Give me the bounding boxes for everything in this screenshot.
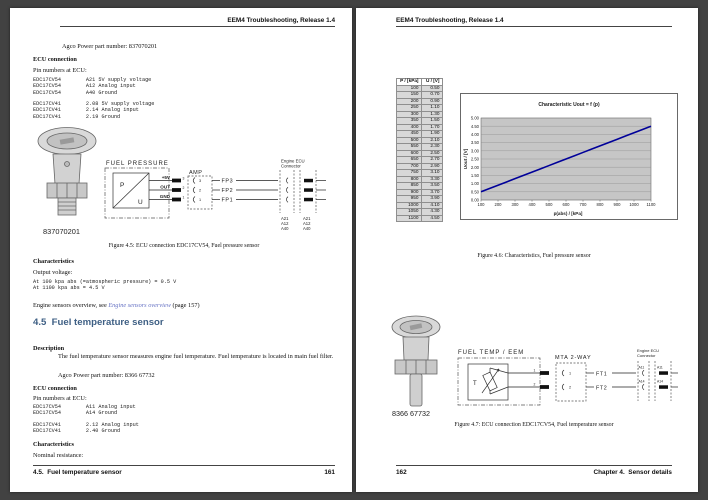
pin-label-out: OUT [160,184,170,190]
code-line: EDC17CV41 2.40 Ground [33,428,121,435]
p-label: P [120,182,125,189]
column-header-p: P / [kPa] [397,79,422,86]
table-row: 300 1.30 [397,111,443,118]
ecu-pin-a21-a: A21 [281,216,289,221]
wire-label-fp2: FP2 [221,188,234,194]
ecu-pin-a12-a: A12 [281,221,289,226]
page-left [10,8,352,492]
wire-label-fp1: FP1 [221,197,234,204]
figure-46-caption: Figure 4.6: Characteristics, Fuel pressure sensor [477,253,591,259]
header-rule [60,26,335,27]
table-row: 550 2.30 [397,144,443,151]
table-row: 800 3.30 [397,176,443,183]
code-line: EDC17CV41 2.14 Analog input [33,107,139,114]
nominal-resistance-label: Nominal resistance: [33,452,84,459]
x-tick-label: 1100 [646,202,656,207]
x-tick-label: 400 [528,202,536,207]
footer-rule [33,465,335,466]
chart-plot [471,116,656,207]
amp-pin-2: 2 [199,188,202,193]
mta-connector-label: MTA 2-WAY [555,355,592,361]
x-tick-label: 600 [562,202,570,207]
pin-table-cv54 [33,77,151,96]
code-line: EDC17CV54 A40 Ground [33,89,118,96]
table-row: 1100 4.50 [397,215,443,222]
t-label: T [473,381,477,387]
y-tick-label: 3.00 [470,148,479,154]
amp-pin-3: 3 [199,179,202,183]
ecu-pin-a11-b: A11 [657,365,663,370]
pin-label-5v: +5V [161,175,170,180]
header-rule [396,26,672,27]
table-row: 750 3.10 [397,170,443,177]
footer-rule [396,465,672,466]
x-tick-label: 100 [477,202,485,207]
y-tick-label: 4.00 [470,132,479,137]
amp-connector-label: AMP [189,170,203,176]
figure-ecu-connection-pressure [35,126,335,238]
ecu-pin-a11-a: A11 [638,365,645,370]
table-row: 100 0.50 [397,85,443,92]
code-line: At 1100 kpa abs = 4.5 V [33,285,105,292]
table-row: 900 3.70 [397,189,443,196]
overview-line [33,302,200,309]
ecu-pin-a40-b: A40 [303,226,311,231]
pin-number-2: 2 [533,382,536,387]
x-tick-label: 700 [579,202,587,207]
pressure-voltage-table [396,78,443,222]
y-tick-label: 2.00 [470,164,479,170]
table-row: 1050 4.30 [397,209,443,216]
ecu-pin-a14-b: A14 [657,379,664,384]
page-right [356,8,698,492]
page-header: EEM4 Troubleshooting, Release 1.4 [227,17,335,24]
ecu-connector-label-1: Engine ECU [281,158,305,164]
code-line: EDC17CV54 A14 Ground [33,410,118,417]
ecu-connection-label-2: ECU connection [33,385,77,392]
pin-table-cv41 [33,101,154,120]
table-row: 500 2.10 [397,137,443,144]
wire-label-ft2: FT2 [596,385,608,392]
pressure-schematic-lines [105,168,326,218]
chart-y-axis-label: Uout / [V] [463,148,468,170]
table-row: 600 2.50 [397,150,443,157]
voltage-values [33,279,176,292]
figure-45-caption: Figure 4.5: ECU connection EDC17CV54, Fuel pressure sensor [108,243,260,249]
x-tick-label: 1000 [629,202,639,207]
engine-sensors-overview-link[interactable]: Engine sensors overview [108,302,171,309]
temp-sensor-photo [392,316,440,406]
sensor-part-number: 837070201 [43,227,80,236]
code-line: EDC17CV41 2.08 5V supply voltage [33,101,155,107]
pin-number-1: 1 [182,195,185,200]
footer-page-number: 161 [324,469,335,476]
pressure-sensor-photo [38,128,96,216]
description-text: The fuel temperature sensor measures engine fuel temperature. Fuel temperature is located in main fuel filter. [58,353,334,360]
footer-section: 4.5. Fuel temperature sensor [33,469,122,476]
y-tick-label: 3.50 [470,140,479,146]
u-label: U [138,199,143,206]
characteristics-label: Characteristics [33,258,74,265]
ecu-pin-a21-b: A21 [303,216,311,221]
y-tick-label: 1.00 [470,181,479,187]
code-line: EDC17CV41 2.12 Analog input [33,422,139,428]
pin-number-1: 1 [533,368,536,373]
mta-pin-1: 1 [569,371,572,376]
sensor-part-number: 8366 67732 [392,409,430,418]
ecu-pin-a14-a: A14 [638,379,645,384]
pin-number-3: 3 [182,176,185,181]
characteristics-label-2: Characteristics [33,441,74,448]
pin-table-temp-cv54 [33,404,136,417]
y-tick-label: 1.50 [470,173,479,178]
chart-x-axis-label: p(abs) / [kPa] [553,211,583,216]
table-row: 1000 4.10 [397,202,443,209]
overview-prefix: Engine sensors overview, see [33,302,109,309]
code-line: EDC17CV54 A21 5V supply voltage [33,77,152,83]
ecu-connector-label-1: Engine ECU [637,348,660,353]
y-tick-label: 0.50 [470,189,479,195]
table-row: 200 0.90 [397,98,443,105]
ecu-connector-label-2: Connector [637,353,656,358]
pin-table-temp-cv41 [33,422,139,435]
pu-table-body [397,85,443,222]
x-tick-label: 800 [596,202,604,207]
y-tick-label: 4.50 [470,123,479,129]
table-row: 400 1.70 [397,124,443,131]
x-tick-label: 300 [511,202,519,207]
part-number-line: Agco Power part number: 837070201 [62,43,158,50]
mta-pin-2: 2 [569,385,572,390]
pin-label-gnd: GND [159,194,170,199]
pin-number-2: 2 [182,186,185,190]
table-row: 250 1.10 [397,105,443,112]
table-row: 850 3.50 [397,183,443,190]
code-line: EDC17CV54 A12 Analog input [33,83,136,90]
figure-characteristics-chart [460,93,678,220]
page-header: EEM4 Troubleshooting, Release 1.4 [396,17,504,24]
chart-title: Characteristic Uout = f (p) [538,102,600,108]
table-row: 700 2.90 [397,163,443,170]
table-row: 450 1.90 [397,131,443,138]
table-row: 650 2.70 [397,157,443,164]
table-row: 150 0.70 [397,92,443,99]
y-tick-label: 5.00 [470,115,479,121]
wire-label-ft1: FT1 [596,371,608,378]
amp-pin-1: 1 [199,198,202,202]
table-row: 350 1.50 [397,118,443,125]
code-line: At 100 kpa abs (=atmospheric pressure) = 0.5 V [33,279,177,285]
wire-label-fp3: FP3 [221,178,234,185]
section-heading: 4.5 Fuel temperature sensor [33,317,164,328]
output-voltage-label: Output voltage: [33,269,73,276]
x-tick-label: 500 [545,202,553,207]
ecu-pin-a40-a: A40 [281,226,289,231]
sensor-box-title: FUEL TEMP / EEM [458,350,525,356]
pin-numbers-label: Pin numbers at ECU: [33,67,87,74]
sensor-box-title: FUEL PRESSURE [106,161,169,167]
y-tick-label: 0.00 [470,197,479,203]
pin-numbers-label-2: Pin numbers at ECU: [33,395,87,402]
column-header-u: U / [V] [422,79,443,86]
code-line: EDC17CV41 2.19 Ground [33,113,121,120]
description-label: Description [33,345,65,352]
ecu-connection-label: ECU connection [33,56,77,63]
footer-page-number: 162 [396,469,407,476]
x-tick-label: 900 [613,202,621,207]
y-tick-label: 2.50 [470,156,479,162]
part-number-line-2: Agco Power part number: 8366 67732 [58,372,155,379]
code-line: EDC17CV54 A11 Analog input [33,404,136,410]
x-tick-label: 200 [494,202,502,207]
overview-suffix: (page 157) [170,302,200,309]
figure-47-caption: Figure 4.7: ECU connection EDC17CV54, Fuel temperature sensor [454,422,614,428]
ecu-pin-a12-b: A12 [303,221,311,226]
table-row: 950 3.90 [397,196,443,203]
ecu-connector-label-2: Connector [281,163,301,169]
temp-schematic-lines [458,358,678,405]
footer-chapter: Chapter 4. Sensor details [593,469,672,476]
figure-ecu-connection-temp [386,313,678,423]
